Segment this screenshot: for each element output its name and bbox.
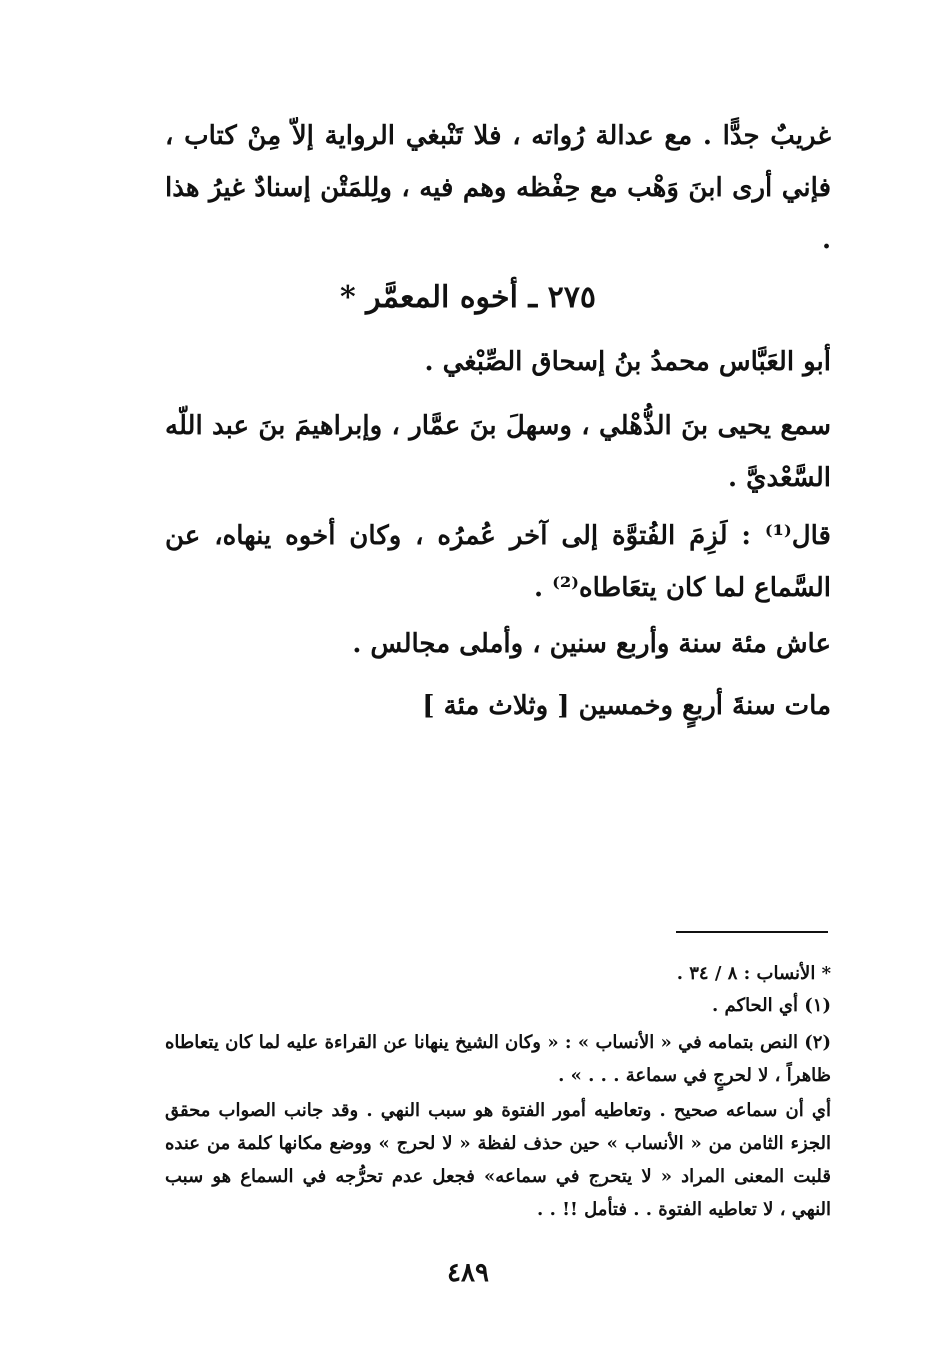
lived-line: عاش مئة سنة وأربع سنين ، وأملى مجالس . xyxy=(352,629,831,659)
footnote-source: * الأنساب : ٨ / ٣٤ . xyxy=(676,963,831,984)
footnote-2: (٢) النص بتمامه في « الأنساب » : « وكان الشيخ ينهانا عن القراءة عليه لما كان يتعاطاه ظاهراً ، لا لحرجٍ في سماعة . . . » . xyxy=(165,1032,831,1086)
footnote-separator xyxy=(676,931,828,933)
footnote-1: (١) أي الحاكم . xyxy=(711,995,831,1016)
intro-paragraph: غريبٌ جدًّا . مع عدالة رُواته ، فلا تَنْبغي الرواية إلاّ مِنْ كتاب ، فإني أرى ابنَ وَهْب مع حِفْظه وهم فيه ، ولِلمَتْن إسنادٌ غيرُ هذا . xyxy=(165,121,831,255)
died-line: مات سنةَ أربعٍ وخمسين [ وثلاث مئة ] xyxy=(422,691,831,721)
name-line: أبو العَبَّاس محمدُ بنُ إسحاق الصِّبْغي . xyxy=(424,347,831,377)
entry-heading: ٢٧٥ ـ أخوه المعمَّر * xyxy=(340,280,596,315)
heard-paragraph: سمع يحيى بنَ الذُّهْلي ، وسهلَ بنَ عمَّار ، وإبراهيمَ بنَ عبد اللّه السَّعْديَّ . xyxy=(165,411,831,493)
footnote-2-continuation: أي أن سماعه صحيح . وتعاطيه أمور الفتوة هو سبب النهي . وقد جانب الصواب محقق الجزء الثامن من « الأنساب » حين حذف لفظة « لا لحرج » ووضع مكانها كلمة من عنده قلبت المعنى المراد « لا يتحرج في سماعه» فجعل عدم تحرُّجه في السماع هو سبب النهي ، لا تعاطيه الفتوة . . فتأمل !! . . xyxy=(165,1100,831,1220)
page-number: ٤٨٩ xyxy=(447,1258,489,1288)
said-paragraph: قال⁽¹⁾ : لَزِمَ الفُتوَّة إلى آخر عُمرُه ، وكان أخوه ينهاه، عن السَّماع لما كان يتعَاطاه⁽²⁾ . xyxy=(165,521,831,603)
